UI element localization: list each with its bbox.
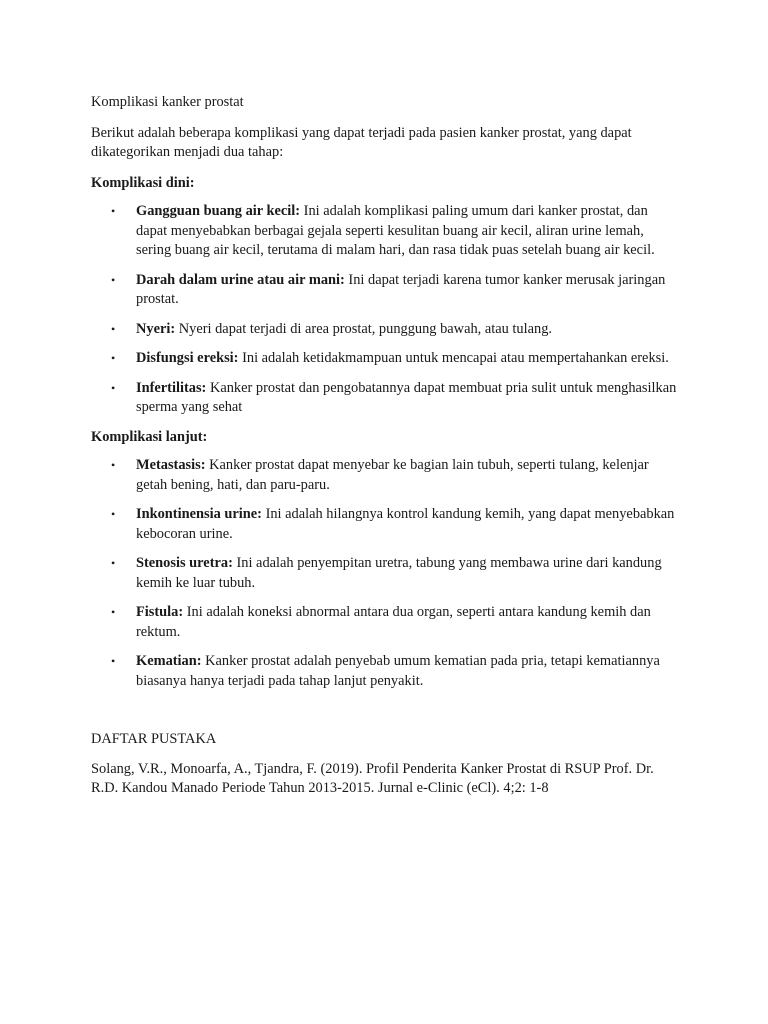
document-title: Komplikasi kanker prostat — [91, 94, 244, 110]
item-term: Kematian: — [136, 653, 202, 669]
item-text: Ini adalah penyempitan uretra, tabung yang membawa urine dari kandung kemih ke luar tubuh. — [136, 555, 662, 591]
bullet-icon: • — [111, 351, 116, 365]
item-text: Ini dapat terjadi karena tumor kanker merusak jaringan prostat. — [136, 271, 666, 307]
list-item — [91, 456, 681, 495]
bullet-icon: • — [111, 605, 116, 619]
item-term: Infertilitas: — [136, 379, 207, 396]
item-text: Kanker prostat dan pengobatannya dapat membuat pria sulit untuk menghasilkan sperma yang sehat — [136, 379, 677, 415]
bullet-icon: • — [111, 272, 116, 287]
list-item — [91, 349, 681, 369]
item-term: Stenosis uretra: — [136, 555, 233, 571]
bullet-icon: • — [111, 556, 116, 570]
item-term: Gangguan buang air kecil: — [136, 203, 301, 219]
item-term: Metastasis: — [136, 457, 206, 473]
intro-paragraph: Berikut adalah beberapa komplikasi yang dapat terjadi pada pasien kanker prostat, yang dapat dikategorikan menjadi dua tahap: — [91, 124, 632, 160]
bullet-icon: • — [111, 380, 116, 395]
list-item — [91, 202, 681, 261]
item-text: Nyeri dapat terjadi di area prostat, punggung bawah, atau tulang. — [175, 320, 552, 337]
bullet-icon: • — [111, 507, 116, 521]
item-term: Inkontinensia urine: — [136, 506, 262, 522]
early-complications-list — [91, 202, 681, 418]
list-item — [91, 652, 681, 691]
references-heading: DAFTAR PUSTAKA — [91, 731, 217, 747]
list-item — [91, 505, 681, 544]
bullet-icon: • — [111, 654, 116, 668]
item-term: Nyeri: — [136, 320, 176, 337]
bullet-icon: • — [111, 458, 116, 472]
item-text: Ini adalah ketidakmampuan untuk mencapai atau mempertahankan ereksi. — [238, 350, 669, 366]
bullet-icon: • — [111, 321, 116, 336]
reference-entry: Solang, V.R., Monoarfa, A., Tjandra, F. (2019). Profil Penderita Kanker Prostat di RSUP Prof. Dr. R.D. Kandou Manado Periode Tahun 2013-2015. Jurnal e-Clinic (eCl). 4;2: 1-8 — [91, 760, 654, 796]
item-term: Darah dalam urine atau air mani: — [136, 271, 345, 288]
item-term: Fistula: — [136, 604, 184, 620]
list-item — [91, 379, 681, 418]
item-text: Ini adalah koneksi abnormal antara dua organ, seperti antara kandung kemih dan rektum. — [136, 604, 651, 640]
list-item — [91, 554, 681, 593]
list-item — [91, 320, 681, 340]
bullet-icon: • — [111, 204, 116, 218]
item-text: Kanker prostat adalah penyebab umum kematian pada pria, tetapi kematiannya biasanya hanya terjadi pada tahap lanjut penyakit. — [136, 653, 660, 689]
item-text: Ini adalah hilangnya kontrol kandung kemih, yang dapat menyebabkan kebocoran urine. — [136, 506, 675, 542]
item-term: Disfungsi ereksi: — [136, 350, 239, 366]
document-page — [91, 93, 681, 799]
section-heading-late: Komplikasi lanjut: — [91, 428, 208, 445]
late-complications-list — [91, 456, 681, 691]
item-text: Ini adalah komplikasi paling umum dari kanker prostat, dan dapat menyebabkan berbagai gejala seperti kesulitan buang air kecil, aliran urine lemah, sering buang air kecil, terutama di malam hari, dan rasa tidak puas setelah buang air kecil. — [136, 203, 655, 258]
item-text: Kanker prostat dapat menyebar ke bagian lain tubuh, seperti tulang, kelenjar getah bening, hati, dan paru-paru. — [136, 457, 649, 493]
section-heading-early: Komplikasi dini: — [91, 174, 195, 191]
list-item — [91, 271, 681, 310]
list-item — [91, 603, 681, 642]
